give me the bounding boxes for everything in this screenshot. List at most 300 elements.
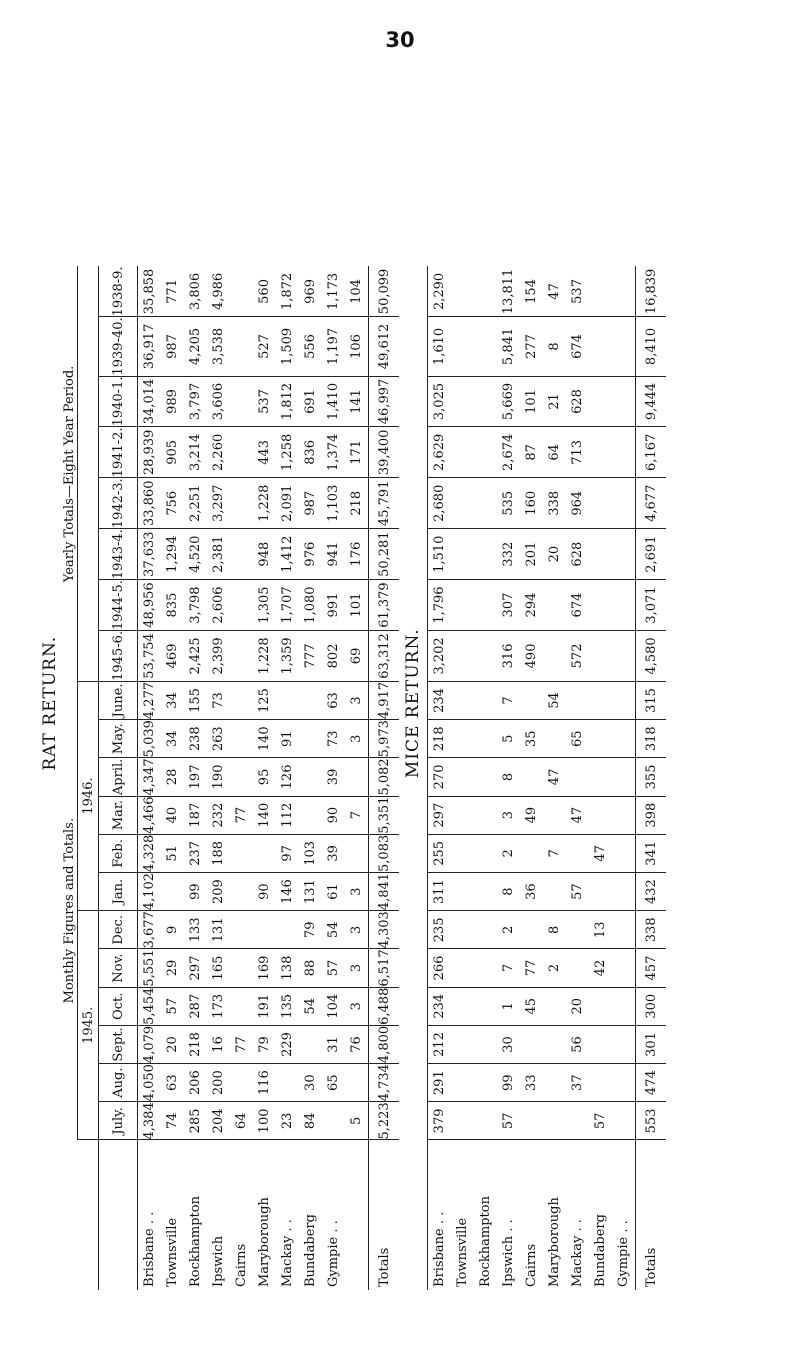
table-cell: 54	[299, 987, 322, 1025]
table-cell: 2	[497, 911, 520, 949]
table-cell: 989	[161, 376, 184, 427]
table-cell	[474, 529, 497, 580]
year-1945: 1945.	[78, 911, 99, 1140]
table-cell: 490	[520, 630, 543, 681]
total-cell: 4,303	[369, 911, 400, 949]
table-cell	[161, 872, 184, 910]
table-cell: 1,509	[276, 317, 299, 376]
table-cell	[474, 758, 497, 796]
table-cell	[589, 681, 612, 719]
column-header: 1943-4.	[99, 529, 138, 580]
total-cell: 63,312	[369, 630, 400, 681]
table-cell: 527	[253, 317, 276, 376]
table-cell	[589, 720, 612, 758]
table-cell: 21	[543, 376, 566, 427]
table-cell: 287	[184, 987, 207, 1025]
table-cell: 1,173	[322, 266, 345, 316]
table-row	[612, 266, 636, 1290]
table-cell: 34	[161, 720, 184, 758]
table-cell	[589, 376, 612, 427]
table-cell	[612, 529, 636, 580]
table-cell: 674	[566, 317, 589, 376]
table-cell: 29	[161, 949, 184, 987]
table-cell	[612, 580, 636, 631]
table-cell	[230, 834, 253, 872]
table-cell: 54	[322, 911, 345, 949]
column-header: 1938-9.	[99, 266, 138, 316]
table-cell: 1,510	[428, 529, 452, 580]
table-cell	[474, 949, 497, 987]
table-cell	[566, 949, 589, 987]
column-header: Jan.	[99, 872, 138, 910]
table-cell: 69	[345, 630, 369, 681]
table-cell	[612, 834, 636, 872]
table-cell: 30	[299, 1064, 322, 1102]
total-cell: 341	[636, 834, 667, 872]
table-cell: 4,520	[184, 529, 207, 580]
column-header: April.	[99, 758, 138, 796]
table-cell: 297	[184, 949, 207, 987]
table-cell: 79	[253, 1025, 276, 1063]
table-cell: 104	[345, 266, 369, 316]
table-cell: 61	[322, 872, 345, 910]
table-cell: 28,939	[138, 427, 162, 478]
table-cell	[451, 834, 474, 872]
table-cell: 1,103	[322, 478, 345, 529]
table-cell: 1,197	[322, 317, 345, 376]
table-cell: 16	[207, 1025, 230, 1063]
table-cell: 99	[497, 1064, 520, 1102]
column-header-row	[99, 266, 138, 1290]
table-cell: 266	[428, 949, 452, 987]
return-table	[40, 266, 666, 1290]
row-label: Cairns	[524, 1243, 539, 1287]
table-cell: 171	[345, 427, 369, 478]
table-cell	[230, 529, 253, 580]
table-cell: 13,811	[497, 266, 520, 316]
table-cell: 3	[345, 720, 369, 758]
table-cell: 3,025	[428, 376, 452, 427]
table-cell: 47	[543, 758, 566, 796]
table-cell: 1	[497, 987, 520, 1025]
table-cell	[543, 720, 566, 758]
table-cell: 65	[322, 1064, 345, 1102]
table-cell: 291	[428, 1064, 452, 1102]
total-cell: 9,444	[636, 376, 667, 427]
table-cell	[612, 1064, 636, 1102]
table-cell	[474, 911, 497, 949]
row-label: Bundaberg	[303, 1214, 318, 1287]
table-cell	[474, 872, 497, 910]
mice-return	[399, 266, 666, 1290]
table-cell: 40	[161, 796, 184, 834]
table-cell: 255	[428, 834, 452, 872]
row-label: Ipswich . .	[501, 1219, 516, 1287]
table-cell: 3,214	[184, 427, 207, 478]
table-cell	[451, 580, 474, 631]
total-cell: 398	[636, 796, 667, 834]
table-cell: 2	[543, 949, 566, 987]
column-header: 1942-3.	[99, 478, 138, 529]
table-row	[589, 266, 612, 1290]
column-header: Sept.	[99, 1025, 138, 1063]
table-cell	[474, 630, 497, 681]
table-cell: 572	[566, 630, 589, 681]
table-cell: 4,466	[138, 796, 162, 834]
table-cell: 54	[543, 681, 566, 719]
table-cell: 2,425	[184, 630, 207, 681]
table-cell	[451, 1064, 474, 1102]
table-cell: 37	[566, 1064, 589, 1102]
table-cell: 294	[520, 580, 543, 631]
table-cell: 191	[253, 987, 276, 1025]
totals-row	[369, 266, 400, 1290]
table-cell: 2,399	[207, 630, 230, 681]
table-cell: 1,228	[253, 478, 276, 529]
table-cell	[230, 376, 253, 427]
table-cell	[230, 317, 253, 376]
table-cell: 2	[497, 834, 520, 872]
table-cell	[451, 796, 474, 834]
table-cell: 713	[566, 427, 589, 478]
column-header: Feb.	[99, 834, 138, 872]
table-cell	[612, 796, 636, 834]
table-cell: 1,707	[276, 580, 299, 631]
table-row	[138, 266, 162, 1290]
table-cell: 3	[497, 796, 520, 834]
table-cell	[566, 758, 589, 796]
table-cell: 90	[253, 872, 276, 910]
table-cell: 3,806	[184, 266, 207, 316]
total-cell: 318	[636, 720, 667, 758]
table-cell	[589, 529, 612, 580]
total-cell: 6,167	[636, 427, 667, 478]
table-cell	[230, 681, 253, 719]
table-cell: 84	[299, 1102, 322, 1140]
table-cell	[230, 872, 253, 910]
table-cell: 1,294	[161, 529, 184, 580]
table-row	[161, 266, 184, 1290]
table-cell: 237	[184, 834, 207, 872]
table-cell: 4,384	[138, 1102, 162, 1140]
table-cell	[612, 949, 636, 987]
table-cell: 103	[299, 834, 322, 872]
table-cell: 63	[161, 1064, 184, 1102]
table-cell	[451, 758, 474, 796]
table-cell	[589, 317, 612, 376]
table-cell: 1,410	[322, 376, 345, 427]
table-cell: 73	[207, 681, 230, 719]
table-cell: 1,812	[276, 376, 299, 427]
table-cell: 77	[520, 949, 543, 987]
table-cell	[520, 911, 543, 949]
table-cell: 9	[161, 911, 184, 949]
total-cell: 39,400	[369, 427, 400, 478]
table-cell	[451, 987, 474, 1025]
rotated-return-table	[40, 180, 770, 1290]
table-cell: 154	[520, 266, 543, 316]
totals-row	[636, 266, 667, 1290]
year-row	[78, 266, 99, 1290]
table-cell	[612, 681, 636, 719]
table-row	[451, 266, 474, 1290]
table-cell: 628	[566, 529, 589, 580]
total-cell: 50,281	[369, 529, 400, 580]
table-cell	[589, 427, 612, 478]
table-cell: 5	[497, 720, 520, 758]
table-cell: 56	[566, 1025, 589, 1063]
total-cell: 50,099	[369, 266, 400, 316]
column-header: Mar.	[99, 796, 138, 834]
column-header: June.	[99, 681, 138, 719]
table-cell: 277	[520, 317, 543, 376]
table-cell: 20	[566, 987, 589, 1025]
table-cell	[474, 580, 497, 631]
table-cell: 1,080	[299, 580, 322, 631]
table-cell: 991	[322, 580, 345, 631]
table-cell: 771	[161, 266, 184, 316]
page-number: 30	[385, 28, 415, 52]
table-row	[322, 266, 345, 1290]
total-cell: 61,379	[369, 580, 400, 631]
table-cell: 49	[520, 796, 543, 834]
table-row	[345, 266, 369, 1290]
table-cell: 556	[299, 317, 322, 376]
table-cell: 1,305	[253, 580, 276, 631]
table-cell: 229	[276, 1025, 299, 1063]
table-cell: 2,629	[428, 427, 452, 478]
total-cell: 46,997	[369, 376, 400, 427]
table-cell	[253, 834, 276, 872]
table-cell: 307	[497, 580, 520, 631]
table-row	[520, 266, 543, 1290]
table-cell: 201	[520, 529, 543, 580]
table-cell	[230, 580, 253, 631]
table-cell: 64	[230, 1102, 253, 1140]
table-cell	[230, 987, 253, 1025]
total-cell: 4,677	[636, 478, 667, 529]
table-cell: 79	[299, 911, 322, 949]
table-cell: 5,551	[138, 949, 162, 987]
table-cell	[299, 720, 322, 758]
table-cell: 65	[566, 720, 589, 758]
table-cell: 297	[428, 796, 452, 834]
table-cell	[566, 834, 589, 872]
table-row	[428, 266, 452, 1290]
table-cell	[612, 758, 636, 796]
table-cell	[612, 317, 636, 376]
table-cell	[451, 266, 474, 316]
table-cell: 53,754	[138, 630, 162, 681]
table-cell: 23	[276, 1102, 299, 1140]
table-cell	[230, 427, 253, 478]
table-cell: 101	[520, 376, 543, 427]
table-cell: 36,917	[138, 317, 162, 376]
yearly-subtitle: Yearly Totals—Eight Year Period.	[62, 365, 77, 583]
table-cell: 691	[299, 376, 322, 427]
table-cell: 5,669	[497, 376, 520, 427]
table-cell: 212	[428, 1025, 452, 1063]
table-cell: 3	[345, 949, 369, 987]
table-cell: 987	[299, 478, 322, 529]
table-cell: 91	[276, 720, 299, 758]
totals-label: Totals	[636, 1140, 667, 1290]
table-cell: 48,956	[138, 580, 162, 631]
table-cell: 209	[207, 872, 230, 910]
table-cell	[474, 427, 497, 478]
table-cell	[276, 1064, 299, 1102]
total-cell: 5,223	[369, 1102, 400, 1140]
table-cell	[520, 834, 543, 872]
row-label: Townsville	[165, 1217, 180, 1287]
table-cell: 131	[299, 872, 322, 910]
table-cell	[345, 834, 369, 872]
table-cell: 4,102	[138, 872, 162, 910]
table-cell	[322, 1102, 345, 1140]
table-row	[497, 266, 520, 1290]
table-cell	[230, 266, 253, 316]
table-cell: 28	[161, 758, 184, 796]
table-cell: 4,277	[138, 681, 162, 719]
table-cell	[474, 720, 497, 758]
table-cell	[612, 427, 636, 478]
row-label: Maryborough	[547, 1197, 562, 1287]
total-cell: 3,071	[636, 580, 667, 631]
total-cell: 355	[636, 758, 667, 796]
table-cell	[612, 376, 636, 427]
row-label: Rockhampton	[478, 1196, 493, 1287]
table-cell	[543, 1064, 566, 1102]
table-cell	[474, 681, 497, 719]
total-cell: 4,917	[369, 681, 400, 719]
table-cell: 57	[566, 872, 589, 910]
total-cell: 6,488	[369, 987, 400, 1025]
table-cell: 1,610	[428, 317, 452, 376]
table-cell: 234	[428, 987, 452, 1025]
table-cell: 5	[345, 1102, 369, 1140]
table-cell: 126	[276, 758, 299, 796]
totals-label: Totals	[369, 1140, 400, 1290]
table-cell	[543, 580, 566, 631]
table-cell	[589, 580, 612, 631]
table-cell: 125	[253, 681, 276, 719]
table-cell: 235	[428, 911, 452, 949]
total-cell: 4,734	[369, 1064, 400, 1102]
table-cell	[474, 266, 497, 316]
table-cell: 777	[299, 630, 322, 681]
table-cell	[299, 758, 322, 796]
row-label: Gympie . .	[326, 1220, 341, 1287]
column-header: Dec.	[99, 911, 138, 949]
table-cell: 116	[253, 1064, 276, 1102]
table-cell	[299, 796, 322, 834]
total-cell: 300	[636, 987, 667, 1025]
table-cell	[612, 1102, 636, 1140]
table-cell: 270	[428, 758, 452, 796]
table-cell	[520, 758, 543, 796]
table-cell: 173	[207, 987, 230, 1025]
table-row	[299, 266, 322, 1290]
table-cell: 7	[497, 681, 520, 719]
table-cell	[451, 949, 474, 987]
table-row	[474, 266, 497, 1290]
table-cell: 1,796	[428, 580, 452, 631]
table-cell: 8	[543, 317, 566, 376]
table-cell: 756	[161, 478, 184, 529]
table-cell: 3,798	[184, 580, 207, 631]
table-cell: 76	[345, 1025, 369, 1063]
table-cell: 941	[322, 529, 345, 580]
table-cell: 138	[276, 949, 299, 987]
table-cell	[520, 681, 543, 719]
row-label: Rockhampton	[188, 1196, 203, 1287]
table-cell: 4,328	[138, 834, 162, 872]
table-cell	[474, 796, 497, 834]
table-cell: 146	[276, 872, 299, 910]
table-cell: 2,381	[207, 529, 230, 580]
total-cell: 4,841	[369, 872, 400, 910]
table-cell: 33,860	[138, 478, 162, 529]
table-cell: 104	[322, 987, 345, 1025]
table-cell: 13	[589, 911, 612, 949]
table-cell: 4,079	[138, 1025, 162, 1063]
column-header: 1939-40.	[99, 317, 138, 376]
table-cell: 3	[345, 872, 369, 910]
table-cell: 218	[345, 478, 369, 529]
table-cell: 74	[161, 1102, 184, 1140]
table-cell	[474, 1064, 497, 1102]
table-cell	[589, 796, 612, 834]
table-row	[276, 266, 299, 1290]
table-cell	[612, 911, 636, 949]
table-cell: 628	[566, 376, 589, 427]
table-cell	[299, 681, 322, 719]
table-cell	[230, 478, 253, 529]
table-cell	[451, 630, 474, 681]
table-cell	[543, 796, 566, 834]
table-cell	[543, 630, 566, 681]
table-cell	[612, 720, 636, 758]
table-cell	[451, 478, 474, 529]
table-cell: 2,674	[497, 427, 520, 478]
table-cell: 232	[207, 796, 230, 834]
table-cell: 206	[184, 1064, 207, 1102]
total-cell: 457	[636, 949, 667, 987]
table-cell: 204	[207, 1102, 230, 1140]
table-cell	[543, 1102, 566, 1140]
table-cell: 3,297	[207, 478, 230, 529]
table-cell: 2,260	[207, 427, 230, 478]
total-cell: 301	[636, 1025, 667, 1063]
table-cell	[566, 911, 589, 949]
column-header: 1944-5.	[99, 580, 138, 631]
table-cell: 8	[543, 911, 566, 949]
table-cell: 537	[566, 266, 589, 316]
table-cell	[474, 1025, 497, 1063]
column-header: 1940-1.	[99, 376, 138, 427]
table-cell	[230, 1064, 253, 1102]
table-cell: 3,538	[207, 317, 230, 376]
table-cell: 2,290	[428, 266, 452, 316]
table-cell	[299, 1025, 322, 1063]
table-cell: 1,359	[276, 630, 299, 681]
mice-title-row	[399, 266, 428, 1290]
table-cell: 34	[161, 681, 184, 719]
table-cell	[612, 1025, 636, 1063]
table-cell: 95	[253, 758, 276, 796]
table-cell	[230, 758, 253, 796]
row-label: Bundaberg	[593, 1214, 608, 1287]
